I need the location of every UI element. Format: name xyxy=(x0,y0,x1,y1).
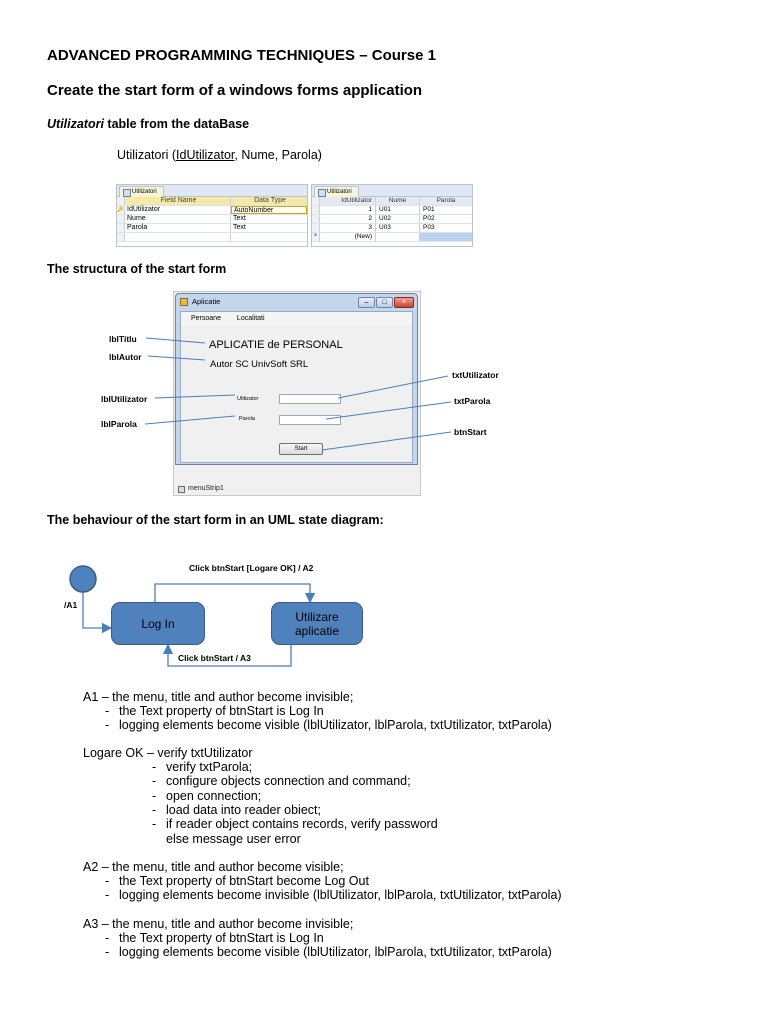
close-icon[interactable]: × xyxy=(394,297,414,308)
design-col-type: Data Type xyxy=(254,197,286,204)
list-item: - logging elements become invisible (lblUtilizator, lblParola, txtUtilizator, txtParola) xyxy=(119,888,562,902)
sheet-tab: Utilizatori xyxy=(314,186,359,197)
state-use-line1: Utilizare xyxy=(295,609,339,624)
field-name: IdUtilizator xyxy=(125,206,231,214)
lbl-parola: Parola xyxy=(239,416,255,422)
cell-nume: U03 xyxy=(376,224,420,232)
cell-parola: P01 xyxy=(423,206,435,213)
transition-login-to-use xyxy=(155,584,310,602)
document-subtitle: Create the start form of a windows forms application xyxy=(47,82,423,99)
callout-btnstart: btnStart xyxy=(454,427,487,437)
transition-bottom-label: Click btnStart / A3 xyxy=(178,653,251,663)
relation-key: IdUtilizator xyxy=(176,148,235,162)
list-item: - logging elements become visible (lblUtilizator, lblParola, txtUtilizator, txtParola) xyxy=(119,718,552,732)
lbl-titlu: APLICATIE de PERSONAL xyxy=(209,339,343,351)
callout-lblautor: lblAutor xyxy=(109,352,142,362)
sheet-col-parola: Parola xyxy=(436,197,456,204)
menustrip-tray-label: menuStrip1 xyxy=(188,485,224,492)
field-type: Text xyxy=(233,224,246,231)
primary-key-icon: 🔑 xyxy=(117,207,124,213)
field-type: AutoNumber xyxy=(231,206,307,214)
transition-top-label: Click btnStart [Logare OK] / A2 xyxy=(189,563,314,573)
state-utilizare-aplicatie xyxy=(271,602,363,645)
list-item: - configure objects connection and command; xyxy=(166,774,411,788)
window-title: Aplicatie xyxy=(192,297,221,306)
form-section-heading: The structura of the start form xyxy=(47,262,227,276)
field-name: Nume xyxy=(125,215,231,223)
list-item: - verify txtParola; xyxy=(166,760,252,774)
cell-nume: U02 xyxy=(376,215,420,223)
a1-heading: A1 – the menu, title and author become invisible; xyxy=(83,690,354,704)
maximize-icon[interactable]: □ xyxy=(376,297,393,308)
a3-heading: A3 – the menu, title and author become invisible; xyxy=(83,917,354,931)
callout-lblparola: lblParola xyxy=(101,419,137,429)
design-tab: Utilizatori xyxy=(119,186,164,197)
callout-txtparola: txtParola xyxy=(454,396,491,406)
menu-item-persoane[interactable]: Persoane xyxy=(191,315,221,322)
lbl-utilizator: Utilizator xyxy=(237,396,259,402)
cell-nume: U01 xyxy=(376,206,420,214)
relation-rest: , Nume, Parola) xyxy=(234,148,322,162)
initial-transition xyxy=(83,592,111,628)
field-type: Text xyxy=(233,215,246,222)
list-item: - the Text property of btnStart is Log In xyxy=(119,704,324,718)
sheet-col-nume: Nume xyxy=(376,197,420,205)
sheet-col-id: IdUtilizator xyxy=(320,197,376,205)
list-item: - logging elements become visible (lblUtilizator, lblParola, txtUtilizator, txtParola) xyxy=(119,945,552,959)
a2-heading: A2 – the menu, title and author become visible; xyxy=(83,860,344,874)
initial-action-label: /A1 xyxy=(64,600,78,610)
cell-parola: P03 xyxy=(423,224,435,231)
field-name: Parola xyxy=(125,224,231,232)
cell-parola: P02 xyxy=(423,215,435,222)
db-table-name: Utilizatori xyxy=(47,117,104,131)
cell-id: 2 xyxy=(320,215,376,223)
start-button[interactable]: Start xyxy=(279,443,323,455)
initial-state-dot xyxy=(70,566,96,592)
document-title: ADVANCED PROGRAMMING TECHNIQUES – Course 1 xyxy=(47,47,436,64)
lbl-autor: Autor SC UnivSoft SRL xyxy=(210,359,309,370)
list-item: - the Text property of btnStart is Log In xyxy=(119,931,324,945)
callout-txtutilizator: txtUtilizator xyxy=(452,370,499,380)
list-item: - the Text property of btnStart become Log Out xyxy=(119,874,369,888)
new-row-marker: * xyxy=(312,233,320,241)
state-log-in xyxy=(111,602,205,645)
state-log-in-label: Log In xyxy=(141,616,175,631)
state-use-line2: aplicatie xyxy=(294,623,340,638)
list-item: - load data into reader obiect; xyxy=(166,803,321,817)
cell-id: 1 xyxy=(320,206,376,214)
list-item: - if reader object contains records, verify password xyxy=(166,817,438,831)
relation-prefix: Utilizatori ( xyxy=(117,148,177,162)
callout-lbltitlu: lblTitlu xyxy=(109,334,137,344)
db-heading-rest: table from the dataBase xyxy=(103,117,250,131)
minimize-icon[interactable]: – xyxy=(358,297,375,308)
design-col-field: Field Name xyxy=(125,197,231,205)
logare-heading: Logare OK – verify txtUtilizator xyxy=(83,746,253,760)
logare-else: else message user error xyxy=(166,832,301,846)
list-item: - open connection; xyxy=(166,789,261,803)
uml-section-heading: The behaviour of the start form in an UML state diagram: xyxy=(47,513,384,527)
cell-id: 3 xyxy=(320,224,376,232)
menu-item-localitati[interactable]: Localitati xyxy=(236,315,265,322)
new-row-label: (New) xyxy=(320,233,376,241)
callout-lblutilizator: lblUtilizator xyxy=(101,394,148,404)
